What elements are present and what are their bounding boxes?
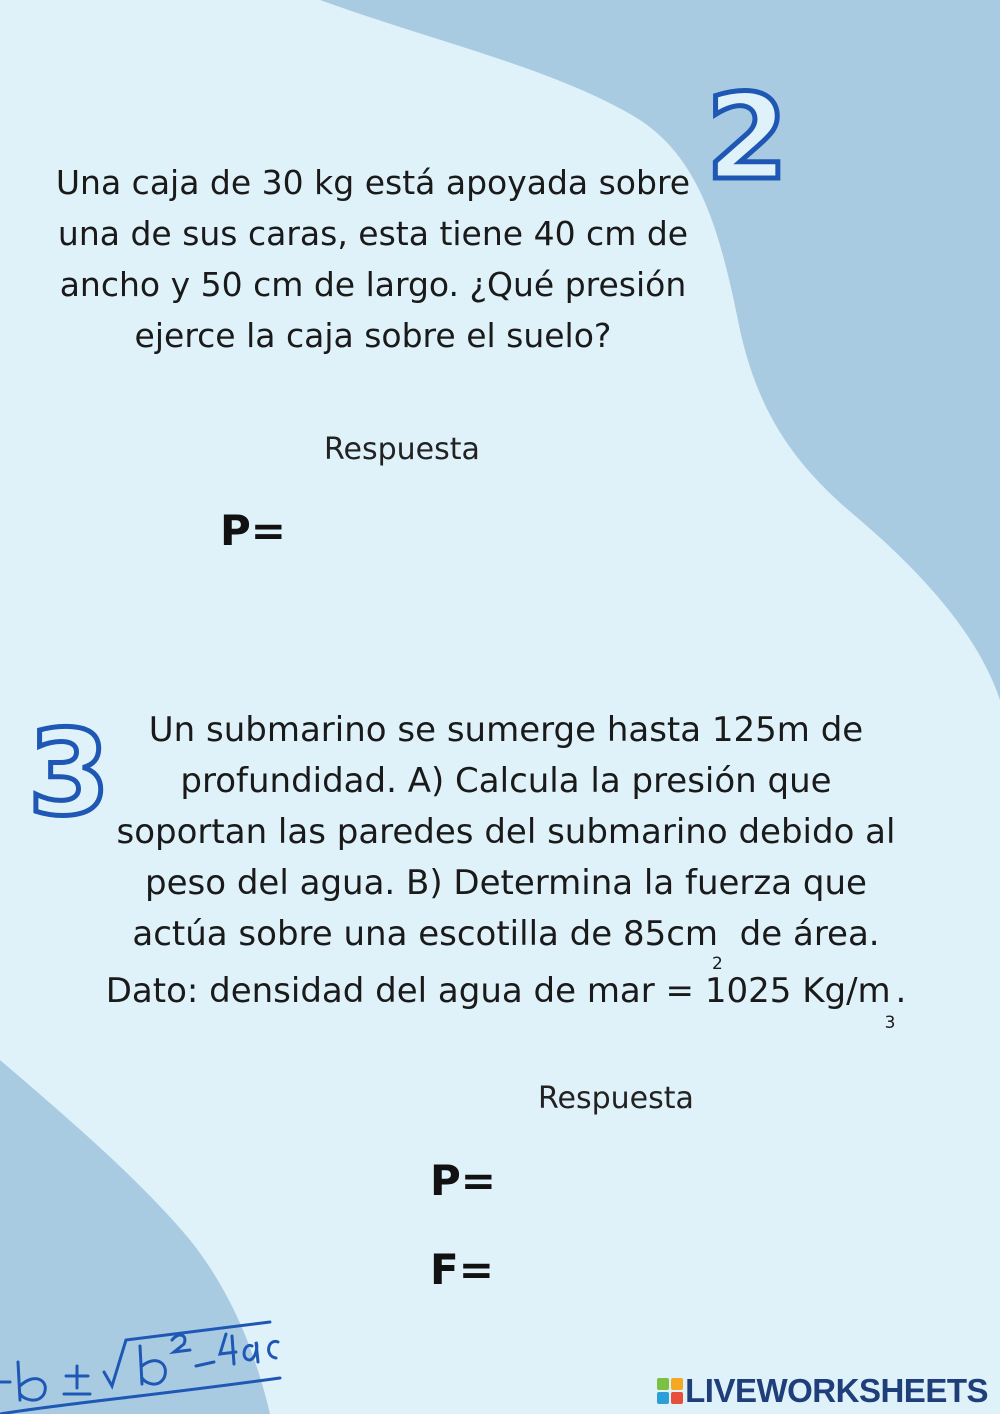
question-3-text (100, 705, 912, 1033)
pressure-answer-label-3: P= (430, 1156, 496, 1205)
question-3-text-part3: . (895, 971, 907, 1011)
question-2-text: Una caja de 30 kg está apoyada sobre una de sus caras, esta tiene 40 cm de ancho y 50 cm de largo. ¿Qué presión ejerce la caja sobre el suelo? (55, 163, 691, 355)
question-3-text-part2: de área. Dato: densidad del agua de mar = 1025 Kg/m (105, 914, 891, 1011)
force-answer-label-3: F= (430, 1245, 494, 1294)
logo-square-4 (671, 1392, 683, 1404)
logo-square-2 (671, 1378, 683, 1390)
question-number-2: 2 (706, 68, 789, 206)
question-number-3: 3 (28, 704, 111, 842)
answer-label-2: Respuesta (324, 432, 480, 467)
logo-icon (657, 1378, 683, 1404)
answer-label-3: Respuesta (538, 1081, 694, 1116)
question-3-text-part1: Un submarino se sumerge hasta 125m de profundidad. A) Calcula la presión que soportan las paredes del submarino debido al peso del agua. B) Determina la fuerza que actúa sobre una escotilla de 85cm (116, 710, 896, 954)
logo-text: LIVEWORKSHEETS (685, 1372, 988, 1409)
volume-exponent: 3 (884, 1013, 896, 1033)
logo-square-1 (657, 1378, 669, 1390)
bottom-left-blob (0, 1060, 270, 1414)
liveworksheets-logo (657, 1372, 988, 1410)
area-exponent: 2 (712, 954, 723, 974)
logo-square-3 (657, 1392, 669, 1404)
pressure-answer-label-2: P= (220, 506, 286, 555)
